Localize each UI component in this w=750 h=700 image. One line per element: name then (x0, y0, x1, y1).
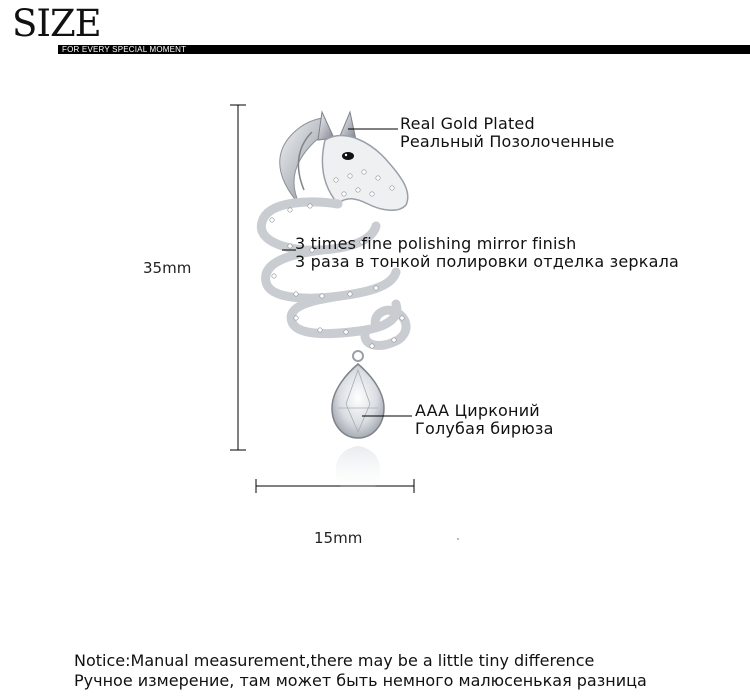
notice-line1: Notice:Manual measurement,there may be a little tiny difference (74, 651, 595, 670)
teardrop-zircon (332, 364, 384, 438)
notice-line2: Ручное измерение, там может быть немного малюсенькая разница (74, 671, 647, 690)
callout-polish-line2: 3 раза в тонкой полировки отделка зеркала (295, 252, 680, 271)
tagline: FOR EVERY SPECIAL MOMENT (62, 45, 187, 54)
height-measure-line (230, 105, 246, 450)
callout-gold-plated (400, 115, 615, 151)
callout-polishing (295, 235, 679, 271)
ear-left (318, 112, 334, 140)
width-label: 15mm (314, 529, 363, 547)
size-title: SIZE (12, 2, 101, 45)
height-label: 35mm (143, 259, 192, 277)
bail-ring (353, 351, 363, 361)
horse-eye (342, 152, 354, 160)
horse-brooch (261, 112, 407, 496)
width-measure-line (256, 479, 414, 493)
callout-polish-line1: 3 times fine polishing mirror finish (295, 234, 577, 253)
callout-zircon-line2: Голубая бирюза (415, 419, 554, 438)
measurement-notice (74, 651, 647, 691)
callout-zircon (415, 402, 554, 438)
gem-reflection (336, 446, 381, 496)
callout-zircon-line1: AAA Цирконий (415, 401, 540, 420)
callout-gold-line2: Реальный Позолоченные (400, 132, 615, 151)
callout-gold-line1: Real Gold Plated (400, 114, 535, 133)
